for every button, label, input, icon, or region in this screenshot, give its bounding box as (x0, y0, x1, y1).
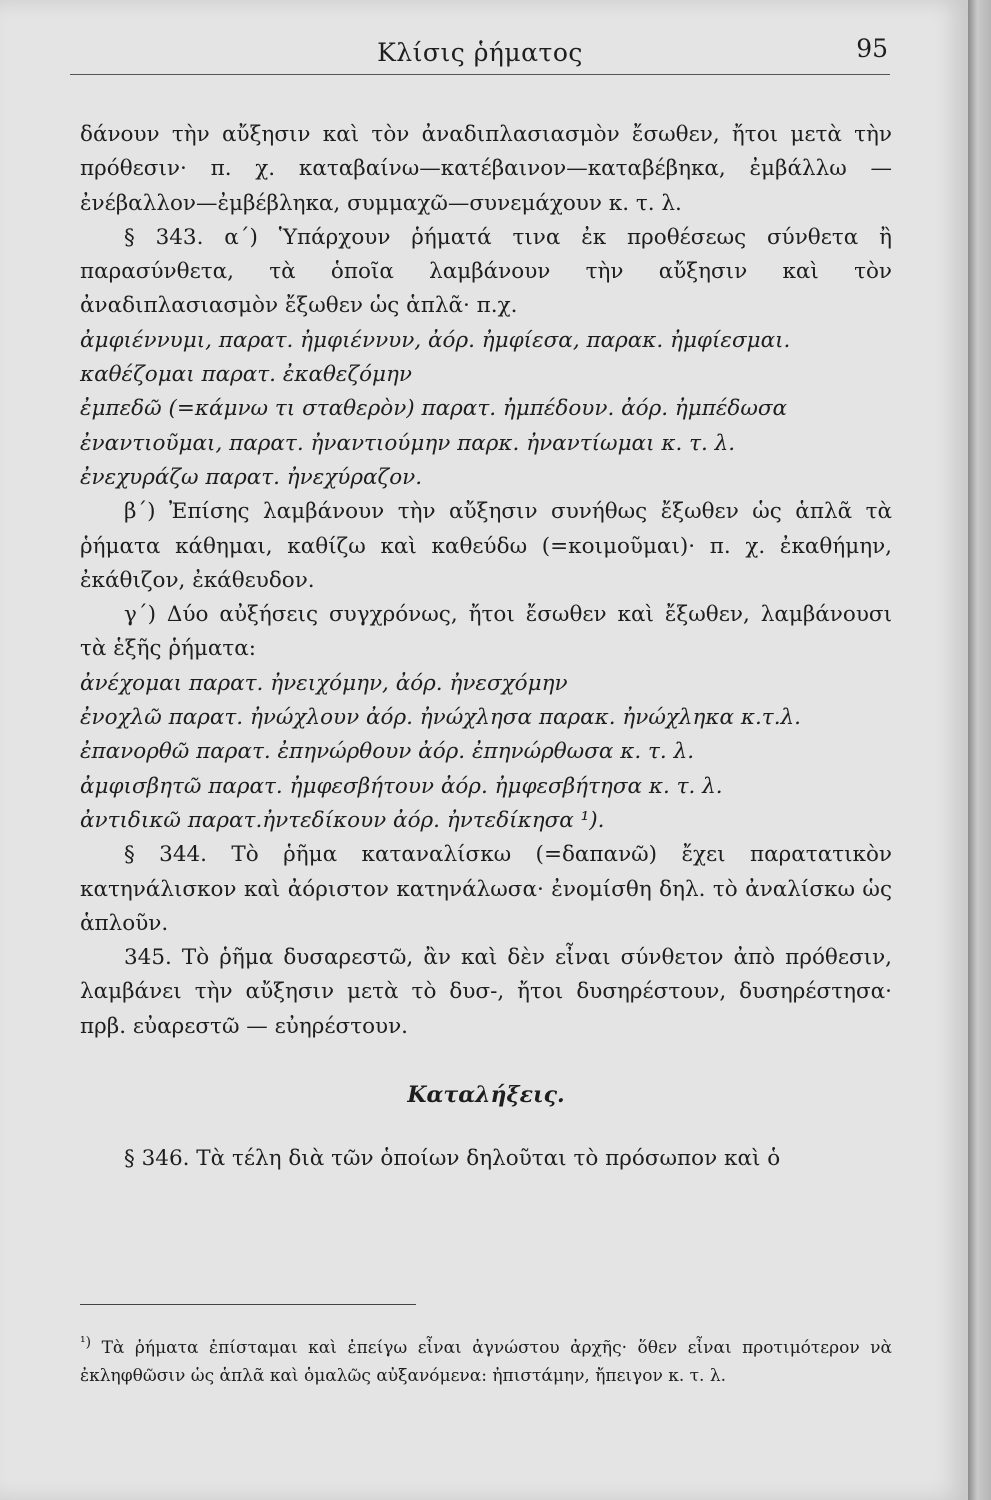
paragraph-346: § 346. Τὰ τέλη διὰ τῶν ὁποίων δηλοῦται τὸ πρόσωπον καὶ ὁ (124, 1146, 781, 1172)
footnote-text: Τὰ ῥήματα ἐπίσταμαι καὶ ἐπείγω εἶναι ἀγνώστου ἀρχῆς· ὅθεν εἶναι προτιμότερον νὰ ἐκληφθῶσιν ὡς ἁπλᾶ καὶ ὁμαλῶς αὐξανόμενα: ἠπιστάμην, ἤπειγον κ. τ. λ. (80, 1338, 892, 1386)
example-line: ἐνεχυράζω παρατ. ἠνεχύραζον. (80, 464, 423, 490)
example-line: καθέζομαι παρατ. ἐκαθεζόμην (80, 362, 412, 388)
paragraph-343: § 343. α΄) Ὑπάρχουν ῥήματά τινα ἐκ προθέσεως σύνθετα ἢ παρασύνθετα, τὰ ὁποῖα λαμβάνουν τὴν αὔξησιν καὶ τὸν ἀναδιπλασιασμὸν ἔξωθεν ὡς ἁπλᾶ· π.χ. (80, 224, 892, 319)
example-line: ἀμφισβητῶ παρατ. ἠμφεσβήτουν ἀόρ. ἠμφεσβήτησα κ. τ. λ. (80, 773, 723, 799)
main-text (80, 118, 892, 1177)
paragraph-344: § 344. Τὸ ῥῆμα καταναλίσκω (=δαπανῶ) ἔχει παρατατικὸν κατηνάλισκον καὶ ἀόριστον κατηνάλωσα· ἐνομίσθη δηλ. τὸ ἀναλίσκω ὡς ἁπλοῦν. (80, 842, 892, 936)
example-line: ἀνέχομαι παρατ. ἠνειχόμην, ἀόρ. ἠνεσχόμην (80, 670, 568, 696)
example-line: ἐπανορθῶ παρατ. ἐπηνώρθουν ἀόρ. ἐπηνώρθωσα κ. τ. λ. (80, 739, 695, 765)
example-line: ἀμφιέννυμι, παρατ. ἠμφιέννυν, ἀόρ. ἠμφίεσα, παρακ. ἠμφίεσμαι. (80, 327, 791, 353)
section-heading: Καταλήξεις. (407, 1082, 565, 1109)
example-line: ἐνοχλῶ παρατ. ἠνώχλουν ἀόρ. ἠνώχλησα παρακ. ἠνώχληκα κ.τ.λ. (80, 705, 801, 731)
example-line: ἐμπεδῶ (=κάμνω τι σταθερὸν) παρατ. ἠμπέδουν. ἀόρ. ἠμπέδωσα (80, 396, 788, 422)
paragraph-343-gamma: γ΄) Δύο αὐξήσεις συγχρόνως, ἤτοι ἔσωθεν καὶ ἔξωθεν, λαμβάνουσι τὰ ἑξῆς ῥήματα: (80, 602, 892, 662)
page-number: 95 (856, 34, 888, 63)
page-header (70, 30, 890, 75)
running-title: Κλίσις ῥήματος (377, 38, 583, 67)
example-line: ἐναντιοῦμαι, παρατ. ἠναντιούμην παρκ. ἠναντίωμαι κ. τ. λ. (80, 430, 736, 456)
page-edge (968, 0, 991, 1500)
footnote-rule (80, 1304, 416, 1305)
paragraph-343-beta: β΄) Ἐπίσης λαμβάνουν τὴν αὔξησιν συνήθως ἔξωθεν ὡς ἁπλᾶ τὰ ῥήματα κάθημαι, καθίζω καὶ καθεύδω (=κοιμοῦμαι)· π. χ. ἐκαθήμην, ἐκάθιζον, ἐκάθευδον. (80, 499, 892, 593)
example-line: ἀντιδικῶ παρατ.ἠντεδίκουν ἀόρ. ἠντεδίκησα ¹). (80, 807, 605, 833)
paragraph-345: 345. Τὸ ῥῆμα δυσαρεστῶ, ἂν καὶ δὲν εἶναι σύνθετον ἀπὸ πρόθεσιν, λαμβάνει τὴν αὔξησιν μετὰ τὸ δυσ-, ἤτοι δυσηρέστουν, δυσηρέστησα· πρβ. εὐαρεστῶ — εὐηρέστουν. (80, 945, 892, 1039)
footnote-marker: ¹) (80, 1334, 92, 1351)
footnote (80, 1334, 892, 1390)
paragraph-continuation: δάνουν τὴν αὔξησιν καὶ τὸν ἀναδιπλασιασμὸν ἔσωθεν, ἤτοι μετὰ τὴν πρόθεσιν· π. χ. καταβαίνω—κατέβαινον—καταβέβηκα, ἐμβάλλω —ἐνέβαλλον—ἐμβέβληκα, συμμαχῶ—συνεμάχουν κ. τ. λ. (80, 122, 892, 216)
